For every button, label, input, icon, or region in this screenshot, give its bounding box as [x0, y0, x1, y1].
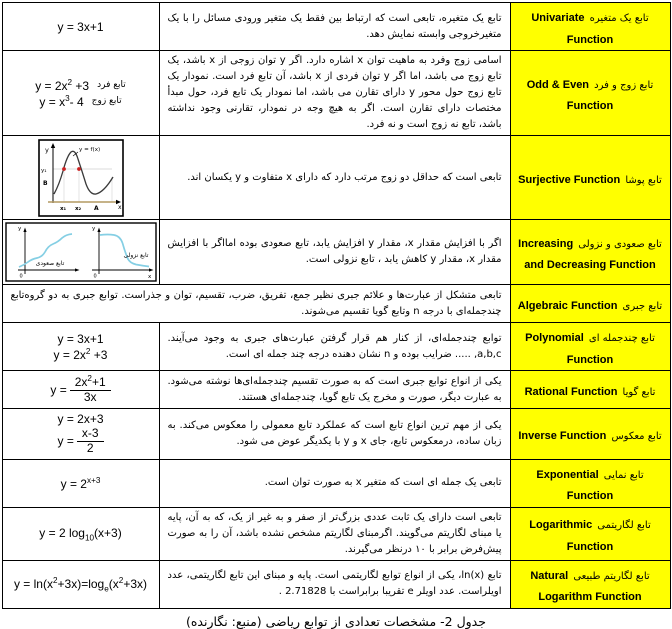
right-x-label: x	[147, 274, 151, 281]
formula-line	[5, 347, 157, 362]
formula-text: $y = 2x^2 +3$	[35, 77, 90, 93]
formula-line	[5, 78, 157, 93]
right-y-label: y	[91, 226, 95, 233]
decreasing-label: تابع نزولی	[123, 252, 148, 260]
function-description: توابع چندجمله‌ای، از کنار هم قرار گرفتن عبارت‌های جبری به وجود می‌آیند. a,b,c, ..... ضرایب بوده و n نشان دهنده درجه چند جمله ای است.	[159, 323, 510, 371]
graph-cell	[2, 220, 159, 285]
table-row-natural_log	[2, 560, 670, 608]
left-origin-label: 0	[19, 273, 23, 280]
function-description: اسامی زوج وفرد به ماهیت توان x اشاره دارد. اگر y توان زوجی از x باشد، یک تابع زوج می باشد، اما اگر y توان فردی از x باشد، آن تابع فرد است. نمودار یک تابع زوج حول محور y دارای تقارن می باشد، اما نمودار یک تابع فرد، حول مبدأ مختصات دارای تقارن است. اگر به هیچ وجه در نمودار، تقارنی وجود نداشته باشد، تابع نه زوج است و نه فرد.	[159, 51, 510, 136]
table-row-polynomial	[2, 323, 670, 371]
formula-line	[5, 94, 157, 109]
function-name-english: Algebraic Function	[517, 299, 618, 312]
function-description: تابع یک متغیره، تابعی است که ارتباط بین فقط یک متغیر ورودی مسائل را با یک متغیرخروجی وابسته نمایش دهد.	[159, 3, 510, 51]
formula-persian-label: تابع فرد	[97, 80, 126, 91]
intersection-point-1	[62, 167, 66, 171]
function-description: تابعی یک جمله ای است که متغیر x به صورت توان است.	[159, 459, 510, 507]
function-name-persian: تابع گویا	[622, 386, 656, 398]
y1-label: y₁	[40, 167, 47, 174]
function-name-cell	[510, 459, 670, 507]
formula-line	[5, 526, 157, 542]
function-name-cell	[510, 323, 670, 371]
table-row-odd_even	[2, 51, 670, 136]
function-description: یکی از انواع توابع جبری است که به صورت تقسیم چندجمله‌ای‌ها نوشته می‌شود. به عبارت دیگر، صورت و مخرج یک تابع گویا، چندجمله‌ای هستند.	[159, 371, 510, 409]
function-name-persian: تابع صعودی و نزولی	[578, 238, 662, 250]
formula-text: 2	[86, 440, 94, 455]
function-name-english: Surjective Function	[518, 173, 621, 186]
formula-text: y =	[50, 382, 67, 397]
formula-text: y = 2 $\log_{10}(x+3)$	[39, 525, 122, 542]
function-description: تابعی است که حداقل دو زوج مرتب دارد که دارای x متفاوت و y یکسان اند.	[159, 136, 510, 220]
table-caption: جدول 2- مشخصات تعدادی از توابع ریاضی (منبع: نگارنده)	[186, 613, 486, 629]
function-name-english: Rational Function	[524, 385, 618, 398]
formula-text: 3x	[83, 390, 97, 405]
formula-cell	[2, 3, 159, 51]
function-description: تابعی است دارای یک ثابت عددی بزرگ‌تر از صفر و به غیر از یک، که به آن، پایه یا مبنای لگاریتم می‌گویند. اگرمبنای لگاریتم مشخص نشده باشد، آن را به صورت پیش‌فرض برابر با ۱۰ درنظر می‌گیرند.	[159, 507, 510, 560]
formula-cell	[2, 323, 159, 371]
formula-text: $y = \ln(x^2+3x)=\log_e(x^2+3x)$	[13, 575, 148, 594]
function-name-persian: تابع لگاریتمی	[597, 520, 651, 532]
formula-text: y = 3x+1	[57, 19, 104, 34]
formula-line	[5, 476, 157, 491]
formula-line	[5, 427, 157, 456]
intersection-point-2	[77, 167, 81, 171]
formula-text: y = 3x+1	[57, 331, 104, 346]
function-name-english: Logarithmic Function	[529, 519, 614, 553]
function-name-cell	[510, 51, 670, 136]
formula-line	[5, 374, 157, 405]
x2-label: x₂	[74, 205, 81, 212]
function-name-cell	[510, 3, 670, 51]
function-name-english: Exponential Function	[536, 468, 614, 503]
y-axis-label: y	[44, 145, 49, 154]
formula-line	[5, 412, 157, 426]
functions-table-body	[2, 3, 670, 609]
formula-line	[5, 20, 157, 34]
x1-label: x₁	[59, 205, 66, 212]
function-name-cell	[510, 136, 670, 220]
table-row-inc_dec	[2, 220, 670, 285]
function-name-persian: تابع معکوس	[611, 430, 662, 442]
function-name-english: Inverse Function	[518, 429, 607, 442]
formula-text: y = 2x+3	[57, 411, 104, 426]
function-name-english: Natural Logarithm Function	[530, 569, 642, 604]
function-name-persian: تابع یک متغیره	[589, 13, 649, 24]
formula-cell	[2, 408, 159, 459]
function-description: تابع ln(x)، یکی از انواع توابع لگاریتمی است. پایه و مبنای این تابع لگاریتمی، عدد اویلراست. عدد اویلر e تقریبا برابراست با 2.71828 .	[159, 560, 510, 608]
function-name-cell	[510, 507, 670, 560]
functions-table	[2, 2, 671, 609]
function-name-persian: تابع پوشا	[625, 174, 662, 186]
fraction	[77, 427, 104, 456]
formula-cell	[2, 507, 159, 560]
graph-cell	[2, 136, 159, 220]
formula-cell	[2, 459, 159, 507]
function-name-persian: تابع لگاریتم طبیعی	[573, 570, 650, 582]
graph-wrapper	[5, 222, 157, 282]
b-label: B	[42, 179, 48, 187]
table-row-rational	[2, 371, 670, 409]
function-name-english: Increasing and Decreasing Function	[518, 237, 656, 272]
formula-cell	[2, 560, 159, 608]
table-row-exponential	[2, 459, 670, 507]
formula-text: $y = x^3-$ 4	[39, 93, 84, 109]
function-name-persian: تابع نمایی	[603, 469, 644, 481]
formula-cell	[2, 51, 159, 136]
graph-wrapper	[5, 139, 157, 217]
table-row-inverse	[2, 408, 670, 459]
formula-text: $2x^2+1$	[74, 374, 106, 390]
right-origin-label: 0	[93, 273, 97, 280]
function-description: یکی از مهم ترین انواع تابع است که عملکرد تابع معمولی را معکوس می‌کند. به زبان ساده، درمعکوس تابع، جای x و y با یکدیگر عوض می شود.	[159, 408, 510, 459]
formula-text: y =	[57, 434, 74, 449]
curve-label: y = f(x)	[78, 146, 100, 153]
formula-text: $y = 2x^2 +3$	[53, 346, 108, 362]
function-name-cell	[510, 371, 670, 409]
function-name-persian: تابع زوج و فرد	[594, 79, 654, 91]
left-y-label: y	[17, 226, 21, 233]
increasing-decreasing-graph	[5, 222, 157, 282]
formula-line	[5, 576, 157, 593]
a-label: A	[93, 204, 99, 212]
function-name-english: Polynomial Function	[525, 332, 614, 366]
increasing-label: تابع صعودی	[35, 260, 64, 268]
table-row-surjective	[2, 136, 670, 220]
function-name-cell	[510, 285, 670, 323]
table-row-univariate	[2, 3, 670, 51]
formula-text: x-3	[81, 425, 99, 440]
function-description: تابعی متشکل از عبارت‌ها و علائم جبری نظیر جمع، تفریق، ضرب، تقسیم، توان و جذراست. توابع جبری به دو گروه‌تابع چندجمله‌ای با درجه n وتابع گویا تقسیم می‌شوند.	[2, 285, 510, 323]
function-name-english: Odd & Even Function	[526, 78, 614, 113]
function-name-cell	[510, 220, 670, 285]
function-name-persian: تابع جبری	[622, 300, 663, 312]
formula-text: $y = 2^{x+3}$	[60, 475, 101, 491]
formula-persian-label: تابع زوج	[91, 96, 122, 107]
fraction	[70, 374, 111, 405]
table-row-logarithmic	[2, 507, 670, 560]
function-name-english: Univariate Function	[531, 12, 614, 46]
formula-cell	[2, 371, 159, 409]
function-name-persian: تابع چندجمله ای	[588, 333, 655, 345]
function-description: اگر با افزایش مقدار x، مقدار y افزایش یابد، تابع صعودی بوده امااگر با افزایش مقدار x، مقدار y کاهش یابد ، تابع نزولی است.	[159, 220, 510, 285]
function-name-cell	[510, 560, 670, 608]
x-axis-label: x	[117, 203, 122, 211]
function-name-cell	[510, 408, 670, 459]
formula-line	[5, 332, 157, 346]
table-row-algebraic	[2, 285, 670, 323]
surjective-graph	[38, 139, 124, 217]
